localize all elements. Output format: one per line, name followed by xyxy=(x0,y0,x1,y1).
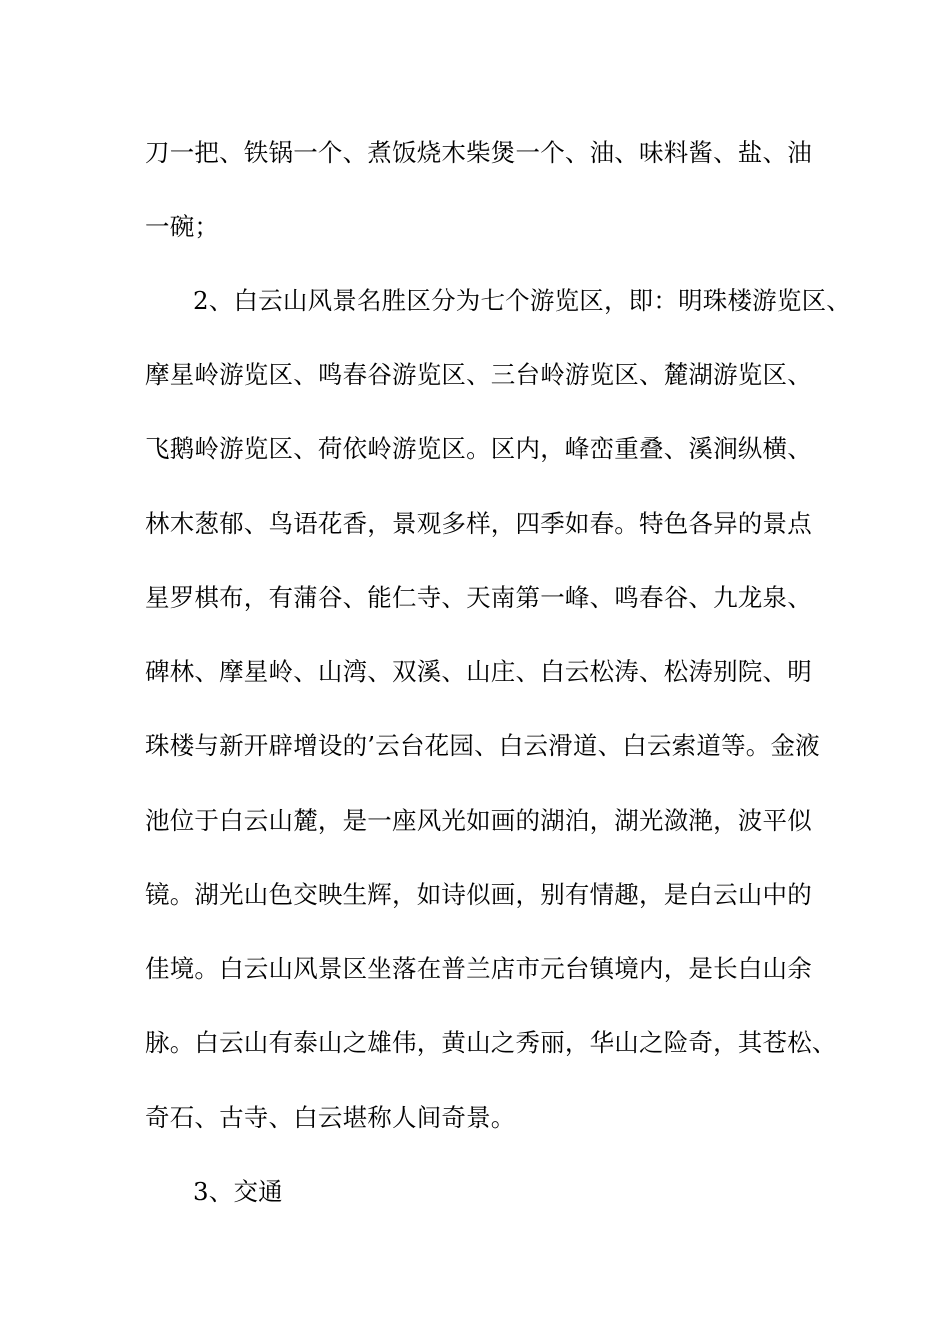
text-line: 刀一把、铁锅一个、煮饭烧木柴煲一个、油、味料酱、盐、油 xyxy=(145,138,812,167)
text-line: 林木葱郁、鸟语花香，景观多样，四季如春。特色各异的景点 xyxy=(145,509,812,538)
text-line: 池位于白云山麓，是一座风光如画的湖泊，湖光潋滟，波平似 xyxy=(145,806,812,835)
text-line: 星罗棋布，有蒲谷、能仁寺、天南第一峰、鸣春谷、九龙泉、 xyxy=(145,583,812,612)
section-heading: 3、交通 xyxy=(193,1177,283,1206)
text-line: 脉。白云山有泰山之雄伟，黄山之秀丽，华山之险奇，其苍松、 xyxy=(145,1028,837,1057)
text-line: 珠楼与新开辟增设的’云台花园、白云滑道、白云索道等。金液 xyxy=(145,731,820,760)
text-line: 飞鹅岭游览区、荷依岭游览区。区内，峰峦重叠、溪涧纵横、 xyxy=(145,434,812,463)
text-line: 摩星岭游览区、鸣春谷游览区、三台岭游览区、麓湖游览区、 xyxy=(145,360,812,389)
text-line: 奇石、古寺、白云堪称人间奇景。 xyxy=(145,1103,516,1132)
text-line: 2、白云山风景名胜区分为七个游览区，即：明珠楼游览区、 xyxy=(193,286,851,315)
text-line: 一碗； xyxy=(145,212,220,241)
text-line: 镜。湖光山色交映生辉，如诗似画，别有情趣，是白云山中的 xyxy=(145,880,812,909)
text-line: 佳境。白云山风景区坐落在普兰店市元台镇境内，是长白山余 xyxy=(145,954,812,983)
text-line: 碑林、摩星岭、山湾、双溪、山庄、白云松涛、松涛别院、明 xyxy=(145,657,812,686)
